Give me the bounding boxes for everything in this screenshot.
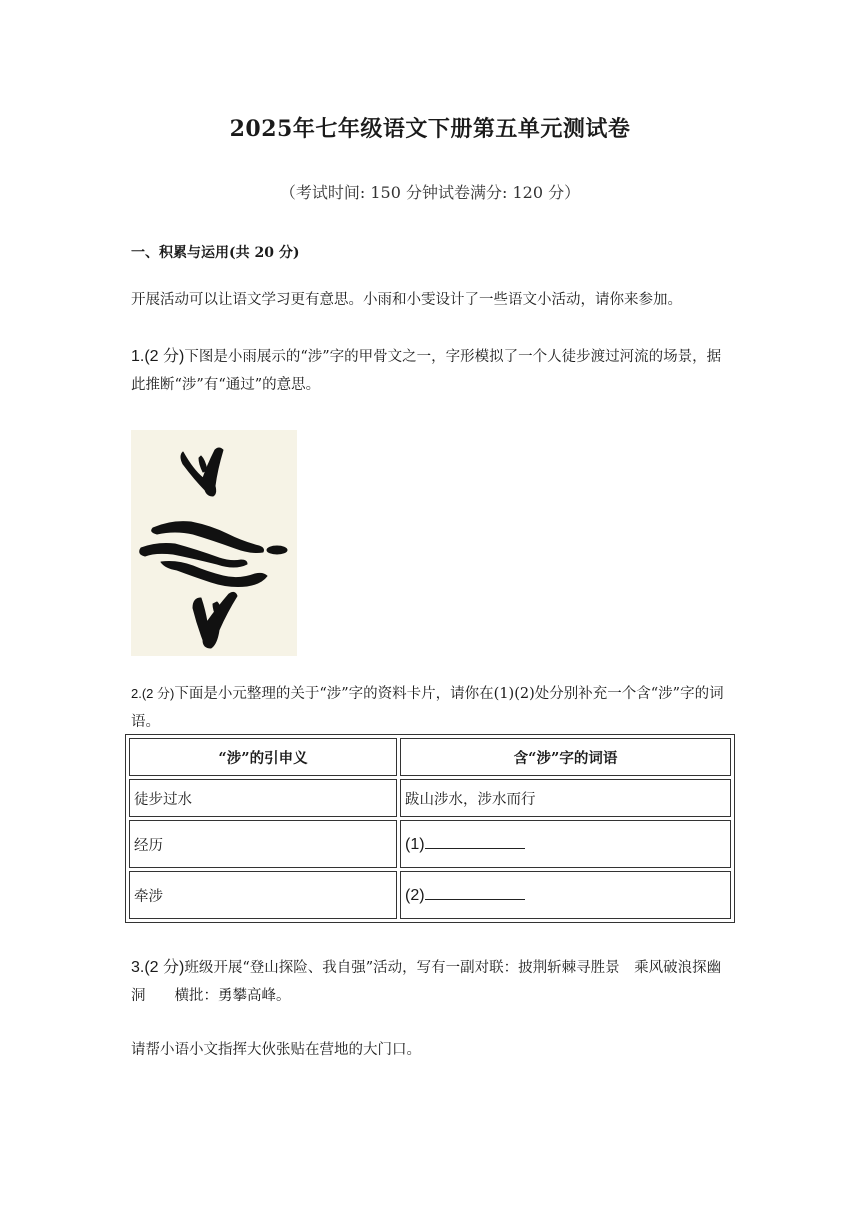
- table-cell: 经历: [129, 820, 397, 868]
- table-cell: 跋山涉水，涉水而行: [400, 779, 731, 817]
- question-3-text: 班级开展“登山探险、我自强”活动，写有一副对联：披荆斩棘寻胜景 乘风破浪探幽洞 横批：勇攀高峰。: [131, 960, 722, 1004]
- table-cell: 牵涉: [129, 871, 397, 919]
- intro-paragraph: 开展活动可以让语文学习更有意思。小雨和小雯设计了一些语文小活动，请你来参加。: [131, 292, 682, 308]
- question-2-text: 下面是小元整理的关于“涉”字的资料卡片，请你在(1)(2)处分别补充一个含“涉”字的词语。: [131, 686, 724, 730]
- info-card-table: [125, 734, 735, 923]
- blank-label-1: (1): [405, 836, 425, 853]
- answer-blank-1[interactable]: [400, 820, 731, 868]
- question-2-number: 2.(2 分): [131, 686, 175, 701]
- table-header-words: 含“涉”字的词语: [400, 738, 731, 776]
- table-row: [129, 820, 731, 868]
- oracle-bone-character-she-icon: [131, 430, 297, 656]
- table-header-meaning: “涉”的引申义: [129, 738, 397, 776]
- table-row: [129, 779, 731, 817]
- question-3-number: 3.(2 分): [131, 959, 185, 976]
- table-row: [129, 871, 731, 919]
- section-heading: 一、积累与运用(共 20 分): [131, 245, 300, 261]
- question-3-instruction: 请帮小语小文指挥大伙张贴在营地的大门口。: [131, 1042, 421, 1058]
- question-3: [131, 954, 731, 1010]
- question-1-text: 下图是小雨展示的“涉”字的甲骨文之一，字形模拟了一个人徒步渡过河流的场景，据此推断“涉”有“通过”的意思。: [131, 349, 722, 393]
- page-title: 2025年七年级语文下册第五单元测试卷: [229, 116, 631, 142]
- table-cell: 徒步过水: [129, 779, 397, 817]
- exam-info: （考试时间: 150 分钟试卷满分: 120 分）: [279, 183, 581, 202]
- oracle-bone-image: [131, 430, 297, 656]
- blank-label-2: (2): [405, 887, 425, 904]
- blank-underline: [425, 834, 525, 849]
- question-1-number: 1.(2 分): [131, 348, 185, 365]
- blank-underline: [425, 885, 525, 900]
- question-1: [131, 343, 731, 399]
- question-2: [131, 680, 731, 736]
- answer-blank-2[interactable]: [400, 871, 731, 919]
